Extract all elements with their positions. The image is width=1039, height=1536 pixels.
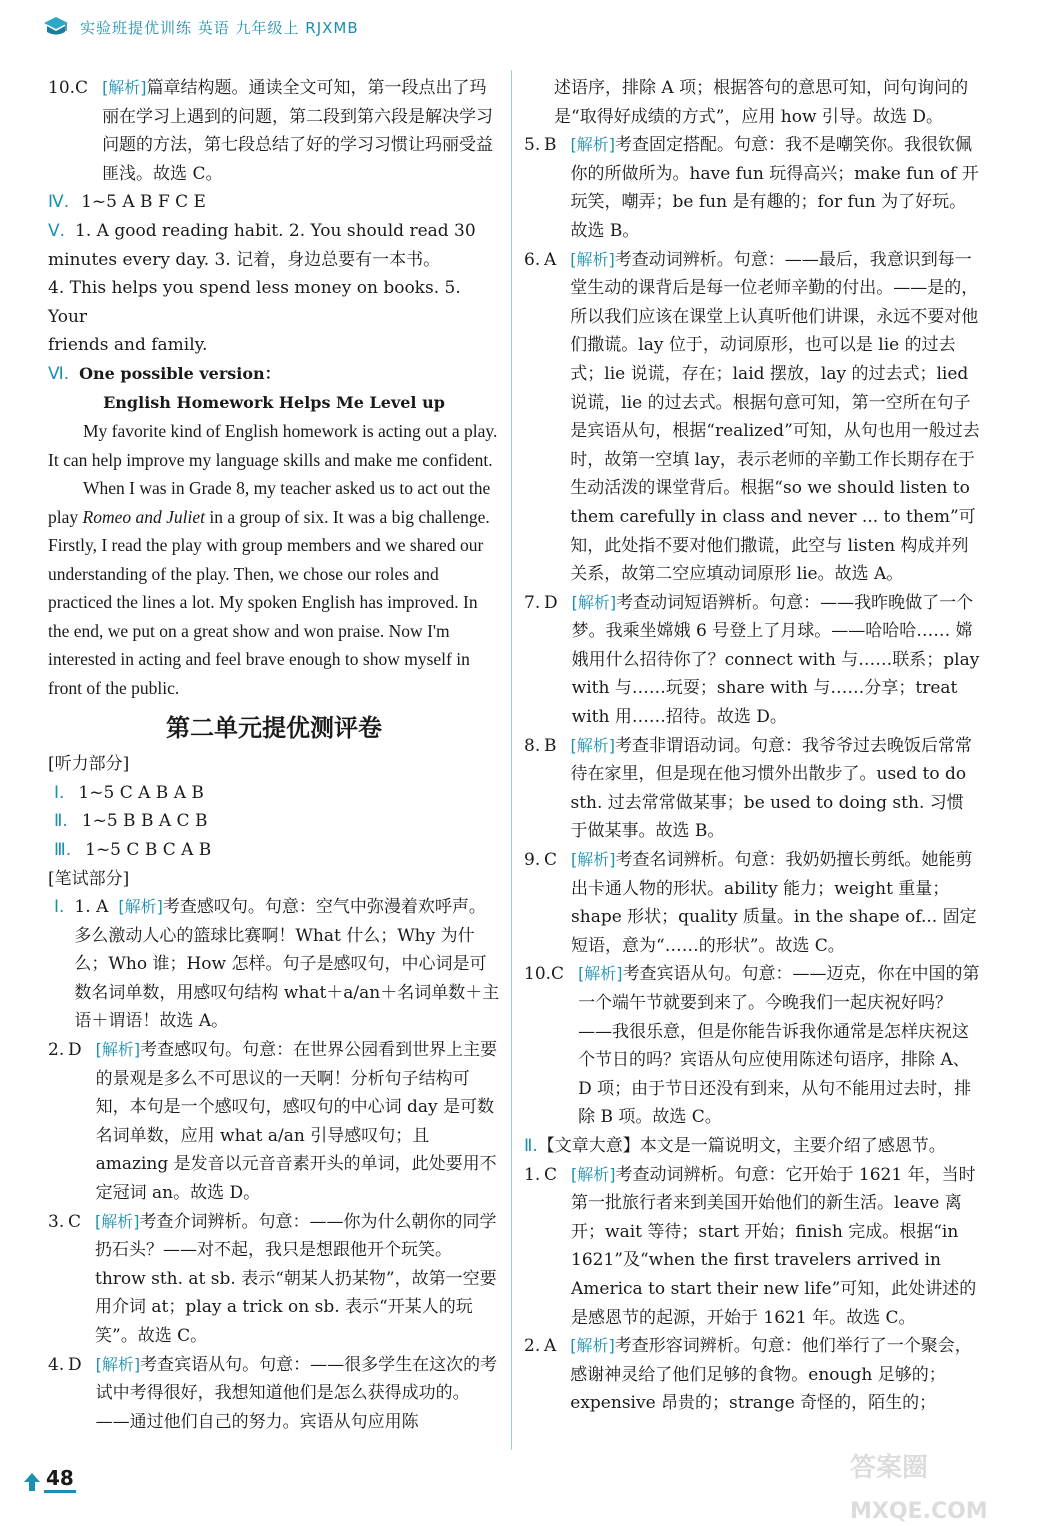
section-5: Ⅴ. 1. A good reading habit. 2. You should read 30 minutes every day. 3. 记着，身边总要有一本书。 4. This helps you spend less money on books. 5. Your friends and family. bbox=[48, 220, 476, 356]
analysis-tag: [解析] bbox=[571, 850, 616, 870]
answer-item: 2. A [解析]考查形容词辨析。句意：他们举行了一个聚会，感谢神灵给了他们足够的食物。enough 足够的；expensive 昂贵的；strange 奇怪的，陌生的； bbox=[524, 1336, 972, 1414]
item-answer: D bbox=[68, 1354, 82, 1375]
item-number: 4. bbox=[48, 1354, 65, 1375]
book-logo-icon bbox=[42, 15, 70, 39]
item-number: 1. bbox=[74, 897, 91, 918]
svg-text:答案圈: 答案圈 bbox=[850, 1453, 929, 1483]
analysis-tag: [解析] bbox=[571, 1164, 616, 1184]
answer-item: 5. B [解析]考查固定搭配。句意：我不是嘲笑你。我很钦佩你的所做所为。have fun 玩得高兴；make fun of 开玩笑，嘲弄；be fun 是有趣的；for fun 为了好玩。故选 B。 bbox=[524, 135, 979, 241]
essay-title: English Homework Helps Me Level up bbox=[103, 392, 445, 412]
analysis-tag: [解析] bbox=[570, 135, 615, 155]
up-arrow-icon bbox=[22, 1471, 42, 1493]
answer-item: 6. A [解析]考查动词辨析。句意：——最后，我意识到每一堂生动的课背后是每一位老师辛勤的付出。——是的，所以我们应该在课堂上认真听他们讲课，永远不要对他们撒谎。lay 位于，动词原形，也可以是 lie 的过去式；lie 说谎，存在；laid 摆放，lay 的过去式；lied 说谎，lie 的过去式。根据句意可知，第一空所在句子是宾语从句，根据“realized”可知，从句也用一般过去时，故第一空填 lay，表示老师的辛勤工作长期存在于生动活泼的课堂背后。根据“so we should listen to them carefully in class and never ... to them”可知，此处指不要对他们撒谎，此空与 listen 构成并列关系，故第二空应填动词原形 lie。故选 A。 bbox=[524, 249, 980, 585]
analysis-tag: [解析] bbox=[102, 78, 147, 97]
right-column bbox=[524, 74, 980, 1418]
column-divider bbox=[511, 70, 512, 1450]
page-number: 48 bbox=[44, 1466, 76, 1493]
analysis-tag: [解析] bbox=[570, 249, 615, 269]
writing-label: [笔试部分] bbox=[48, 868, 130, 889]
listening-answer: Ⅱ. 1~5 B B A C B bbox=[54, 811, 208, 832]
analysis-tag: [解析] bbox=[570, 735, 615, 755]
essay-paragraph: When I was in Grade 8, my teacher asked us to act out the play Romeo and Juliet in a group of six. It was a big challenge. Firstly, I read the play with group members and we shared our understanding of the play. Then, we chose our roles and practiced the lines a lot. My spoken English has improved. In the end, we put on a great show and won praise. Now I'm interested in acting and feel brave enough to show myself in front of the public. bbox=[48, 478, 491, 698]
answer-item: 9. C [解析]考查名词辨析。句意：我奶奶擅长剪纸。她能剪出卡通人物的形状。ability 能力；weight 重量；shape 形状；quality 质量。in the shape of... 固定短语，意为“……的形状”。故选 C。 bbox=[524, 850, 977, 956]
page-number-block bbox=[22, 1466, 76, 1493]
answer-item: Ⅰ. 1. A [解析]考查感叹句。句意：空气中弥漫着欢呼声。多么激动人心的篮球比赛啊！What 什么；Why 为什么；Who 谁；How 怎样。句子是感叹句，中心词是可数名词单数，用感叹句结构 what＋a/an＋名词单数＋主语＋谓语！故选 A。 bbox=[54, 897, 500, 1032]
item-number: 2. bbox=[48, 1040, 65, 1061]
answer-item: 4. D [解析]考查宾语从句。句意：——很多学生在这次的考试中考得很好，我想知道他们是怎么获得成功的。——通过他们自己的努力。宾语从句应用陈 bbox=[48, 1351, 500, 1437]
answer-item bbox=[48, 74, 500, 188]
item-number: 10. bbox=[48, 78, 76, 98]
header-title: 实验班提优训练 英语 九年级上 RJXMB bbox=[80, 18, 359, 37]
section-number: Ⅵ. bbox=[48, 363, 70, 384]
watermark-logo bbox=[840, 1438, 1030, 1528]
essay-paragraph: My favorite kind of English homework is acting out a play. It can help improve my language skills and make me confident. bbox=[48, 421, 498, 470]
svg-text:MXQE.COM: MXQE.COM bbox=[850, 1499, 988, 1524]
answer-item: 1. C [解析]考查动词辨析。句意：它开始于 1621 年，当时第一批旅行者来到美国开始他们的新生活。leave 离开；wait 等待；start 开始；finish 完成。根据“in 1621”及“when the first travelers arrived in America to start their new life”可知，此处讲述的是感恩节的起源，开始于 1621 年。故选 C。 bbox=[524, 1164, 977, 1328]
item-answer: D bbox=[68, 1040, 82, 1061]
analysis-tag: [解析] bbox=[570, 1336, 615, 1356]
section-answers: 1~5 A B F C E bbox=[81, 192, 206, 213]
answer-item: 8. B [解析]考查非谓语动词。句意：我爷爷过去晚饭后常常待在家里，但是现在他习惯外出散步了。used to do sth. 过去常常做某事；be used to doing sth. 习惯于做某事。故选 B。 bbox=[524, 735, 972, 842]
answer-item: 3. C [解析]考查介词辨析。句意：——你为什么朝你的同学扔石头？——对不起，我只是想跟他开个玩笑。throw sth. at sb. 表示“朝某人扔某物”，故第一空要用介词 at；play a trick on sb. 表示“开某人的玩笑”。故选 C。 bbox=[48, 1208, 500, 1351]
analysis-tag: [解析] bbox=[95, 1040, 141, 1060]
continued-text: 述语序，排除 A 项；根据答句的意思可知，问句询问的是“取得好成绩的方式”，应用 how 引导。故选 D。 bbox=[554, 78, 969, 127]
listening-answer: Ⅰ. 1~5 C A B A B bbox=[54, 782, 204, 803]
item-answer: C bbox=[75, 78, 89, 98]
article-summary: Ⅱ.【文章大意】本文是一篇说明文，主要介绍了感恩节。 bbox=[524, 1135, 946, 1156]
section-number: Ⅴ. bbox=[48, 220, 66, 241]
section-answer bbox=[48, 188, 500, 217]
analysis-tag: [解析] bbox=[118, 897, 163, 917]
unit-test-title: 第二单元提优测评卷 bbox=[166, 714, 382, 743]
analysis-tag: [解析] bbox=[95, 1211, 140, 1231]
analysis-tag: [解析] bbox=[571, 592, 617, 612]
item-answer: A bbox=[96, 897, 109, 918]
answer-item: 7. D [解析]考查动词短语辨析。句意：——我昨晚做了一个梦。我乘坐嫦娥 6 号登上了月球。——哈哈哈…… 嫦娥用什么招待你了？connect with 与……联系；play with 与……玩耍；share with 与……分享；treat with 用……招待。故选 D。 bbox=[524, 592, 980, 728]
item-explanation: [解析]篇章结构题。通读全文可知，第一段点出了玛丽在学习上遇到的问题，第二段到第六段是解决学习问题的方法，第七段总结了好的学习习惯让玛丽受益匪浅。故选 C。 bbox=[102, 78, 494, 184]
answer-item: 2. D [解析]考查感叹句。句意：在世界公园看到世界上主要的景观是多么不可思议的一天啊！分析句子结构可知，本句是一个感叹句，感叹句的中心词 day 是可数名词单数，应用 what a/an 引导感叹句；且 amazing 是发音以元音音素开头的单词，此处要用不定冠词 an。故选 D。 bbox=[48, 1036, 500, 1208]
section-6: Ⅵ. One possible version： bbox=[48, 363, 281, 384]
answer-item: 10. C [解析]考查宾语从句。句意：——迈克，你在中国的第一个端午节就要到来了。今晚我们一起庆祝好吗？——我很乐意，但是你能告诉我你通常是怎样庆祝这个节日的吗？宾语从句应使用陈述句语序，排除 A、D 项；由于节日还没有到来，从句不能用过去时，排除 B 项。故选 C。 bbox=[524, 964, 980, 1128]
left-column bbox=[48, 74, 500, 1436]
listening-label: [听力部分] bbox=[48, 754, 130, 775]
item-number: 3. bbox=[48, 1211, 65, 1232]
page-header bbox=[42, 10, 359, 44]
analysis-tag: [解析] bbox=[578, 964, 623, 984]
section-number: Ⅳ. bbox=[48, 192, 70, 213]
listening-answer: Ⅲ. 1~5 C B C A B bbox=[54, 839, 212, 860]
analysis-tag: [解析] bbox=[95, 1354, 141, 1374]
item-answer: C bbox=[68, 1211, 82, 1232]
